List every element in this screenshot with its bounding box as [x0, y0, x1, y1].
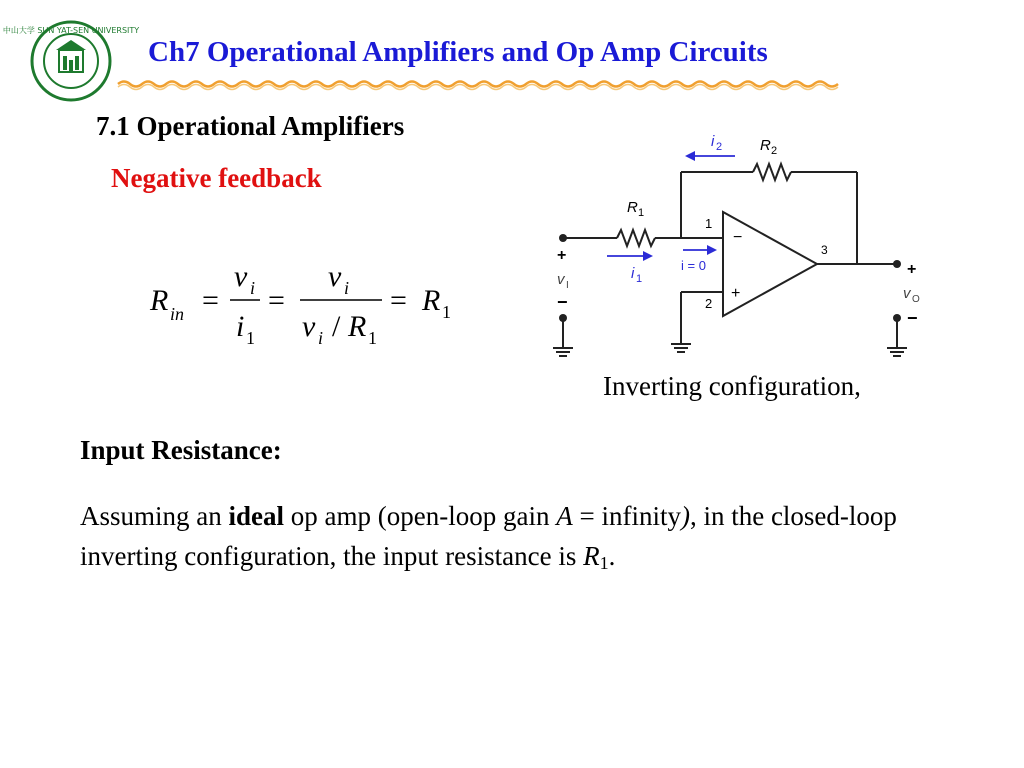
opamp-minus-label: −: [733, 229, 743, 246]
vi-label: v: [557, 271, 565, 288]
frac1-numerator: v: [234, 260, 248, 293]
section-title: 7.1 Operational Amplifiers: [96, 111, 405, 141]
vi-plus-label: +: [557, 247, 567, 264]
formula-rhs: R: [422, 284, 441, 317]
node-2-label: 2: [705, 296, 713, 311]
university-logo: [2, 20, 140, 102]
input-resistance-heading: Input Resistance:: [80, 435, 282, 465]
r1-label: R: [627, 199, 638, 216]
i1-label-sub: 1: [636, 273, 643, 285]
input-resistance-formula: [150, 258, 470, 358]
frac2-den-slash: /: [332, 310, 341, 343]
para-text-4: , in the closed-loop inverting configuration, the input resistance is: [80, 501, 897, 571]
para-r-sub: 1: [599, 553, 609, 573]
circuit-caption: Inverting configuration,: [603, 371, 861, 401]
vo-label: v: [903, 285, 911, 302]
node-3-label: 3: [821, 243, 828, 257]
frac2-den-r: R: [348, 310, 367, 343]
para-gain-symbol: A: [556, 501, 573, 531]
frac2-numerator-sub: i: [344, 278, 350, 298]
i2-label: i: [711, 133, 715, 150]
formula-eq-1: =: [202, 284, 219, 317]
frac2-numerator: v: [328, 260, 342, 293]
i-zero-label: i = 0: [681, 258, 706, 273]
formula-eq-3: =: [390, 284, 407, 317]
r2-label: R: [760, 137, 771, 154]
vi-minus-label: −: [557, 292, 568, 312]
frac1-denominator-sub: 1: [246, 328, 255, 348]
i1-label: i: [631, 265, 635, 282]
formula-rhs-sub: 1: [442, 302, 451, 322]
para-text-2: op amp (open-loop gain: [284, 501, 557, 531]
frac1-numerator-sub: i: [250, 278, 256, 298]
r2-label-sub: 2: [771, 145, 778, 157]
logo-text: 中山大学 SUN YAT-SEN UNIVERSITY: [2, 26, 140, 35]
para-text-1: Assuming an: [80, 501, 229, 531]
vo-minus-label: −: [907, 308, 918, 328]
title-divider: [118, 78, 843, 92]
input-resistance-paragraph: [80, 496, 980, 583]
formula-lhs: R: [150, 284, 169, 317]
inverting-amplifier-circuit: [545, 128, 930, 358]
para-ideal: ideal: [228, 501, 285, 531]
opamp-plus-label: +: [731, 285, 741, 302]
frac2-den-v: v: [302, 310, 316, 343]
formula-lhs-sub: in: [170, 304, 185, 324]
frac1-denominator: i: [236, 310, 245, 343]
frac2-den-v-sub: i: [318, 328, 324, 348]
r1-label-sub: 1: [638, 207, 645, 219]
para-paren: ): [680, 501, 690, 531]
vo-label-sub: O: [912, 294, 920, 305]
i2-label-sub: 2: [716, 141, 723, 153]
para-end: .: [608, 541, 616, 571]
vi-label-sub: I: [566, 280, 569, 291]
page-title: Ch7 Operational Amplifiers and Op Amp Circuits: [148, 36, 768, 68]
formula-eq-2: =: [268, 284, 285, 317]
subsection-title: Negative feedback: [111, 163, 322, 193]
vo-plus-label: +: [907, 261, 917, 278]
para-text-3: = infinity: [572, 501, 681, 531]
frac2-den-r-sub: 1: [368, 328, 377, 348]
node-1-label: 1: [705, 216, 713, 231]
para-r-symbol: R: [583, 541, 600, 571]
